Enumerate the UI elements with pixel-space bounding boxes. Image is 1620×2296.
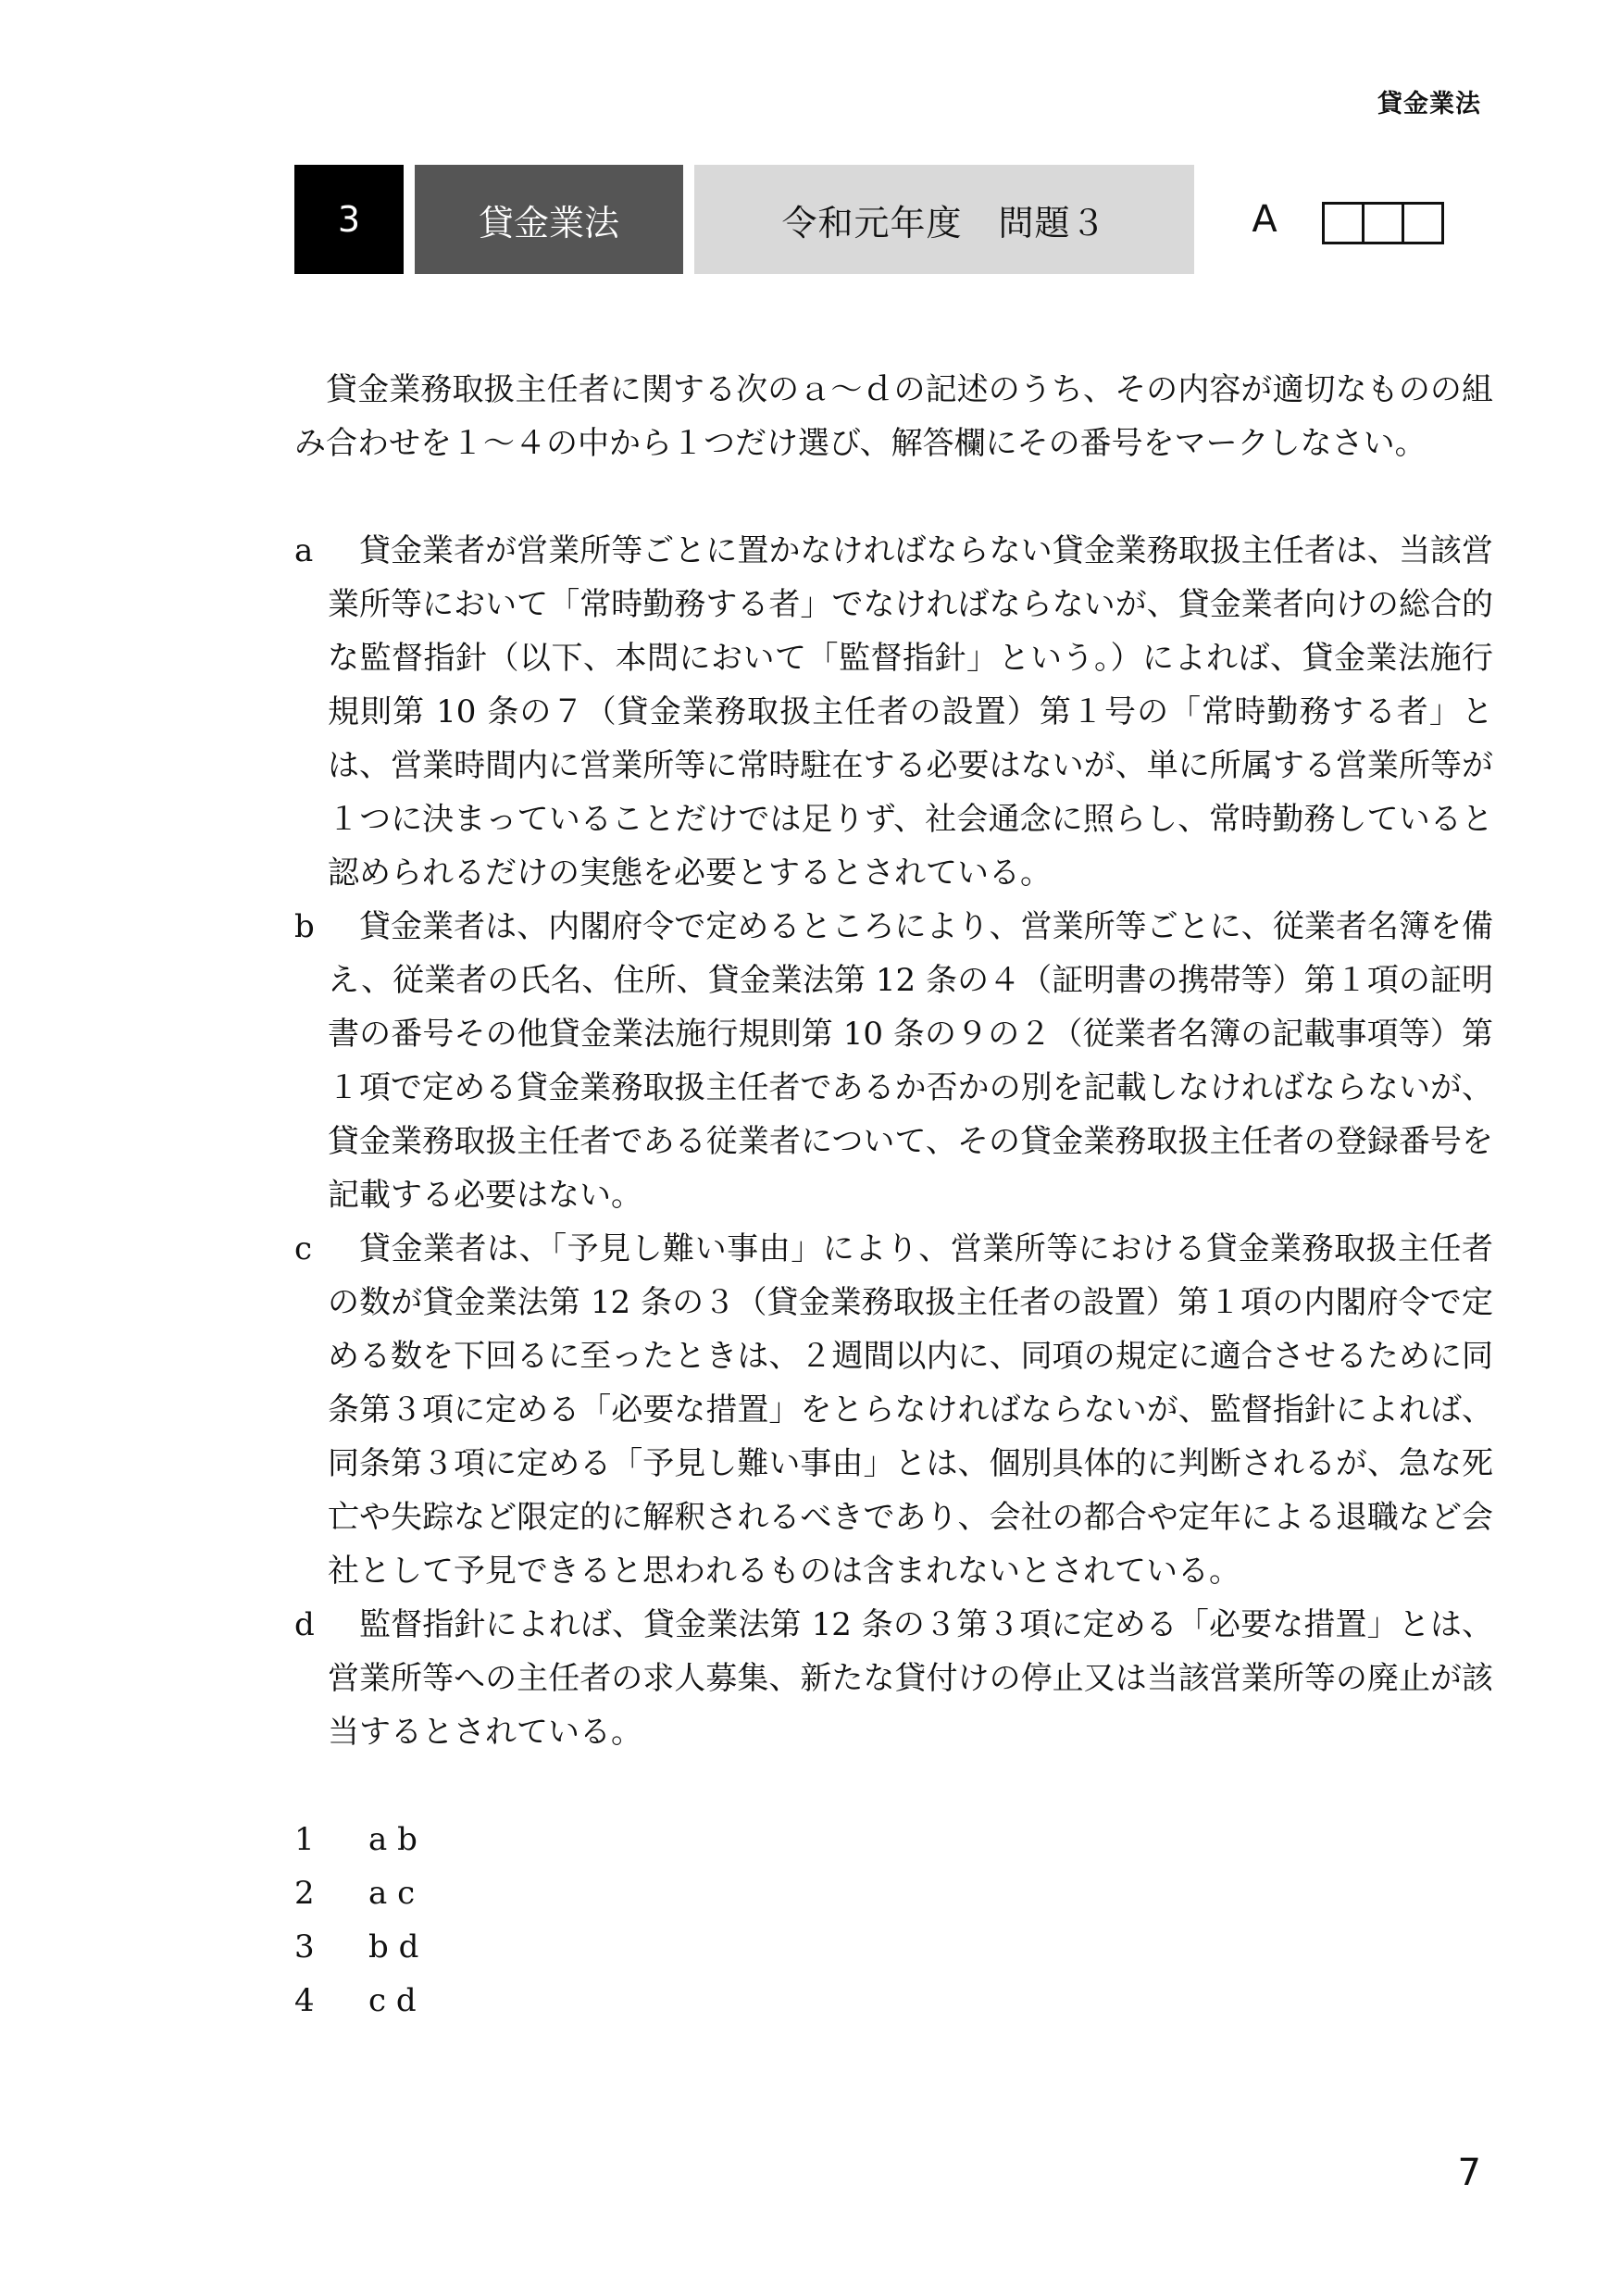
option-label: c — [294, 1230, 313, 1267]
check-boxes — [1322, 202, 1441, 244]
choice-number: 2 — [294, 1875, 315, 1912]
choice-combo: c d — [368, 1982, 417, 2019]
choice-combo: a c — [368, 1875, 416, 1912]
option-text: 貸金業者は、内閣府令で定めるところにより、営業所等ごとに、従業者名簿を備え、従業者の氏名、住所、貸金業法第 12 条の４（証明書の携帯等）第１項の証明書の番号その他貸金業法施行規則第 10 条の９の２（従業者名簿の記載事項等）第１項で定める貸金業務取扱主任者であるか否かの別を記載しなければならないが、貸金業務取扱主任者である従業者について、その貸金業務取扱主任者の登録番号を記載する必要はない。 — [328, 908, 1493, 1214]
check-box-3[interactable] — [1402, 202, 1444, 244]
option-label: d — [294, 1606, 315, 1643]
option-a — [294, 524, 1493, 900]
running-head: 貸金業法 — [1377, 90, 1481, 119]
answer-choices — [294, 1813, 1493, 2028]
choice-4 — [294, 1974, 1493, 2028]
question-number: 3 — [294, 165, 404, 274]
year-problem-label: 令和元年度 問題３ — [694, 165, 1194, 274]
choice-combo: a b — [368, 1821, 417, 1858]
option-b — [294, 900, 1493, 1222]
question-intro: 貸金業務取扱主任者に関する次のａ～ｄの記述のうち、その内容が適切なものの組み合わせを１～４の中から１つだけ選び、解答欄にその番号をマークしなさい。 — [294, 371, 1493, 462]
choice-number: 1 — [294, 1821, 315, 1858]
page-number: 7 — [1457, 2152, 1481, 2194]
question-content — [294, 363, 1493, 2028]
rank-label: A — [1252, 198, 1277, 241]
choice-combo: b d — [368, 1928, 419, 1965]
option-d — [294, 1598, 1493, 1759]
check-box-2[interactable] — [1362, 202, 1404, 244]
option-label: a — [294, 532, 314, 569]
choice-1 — [294, 1813, 1493, 1866]
check-box-1[interactable] — [1322, 202, 1365, 244]
option-text: 監督指針によれば、貸金業法第 12 条の３第３項に定める「必要な措置」とは、営業所等への主任者の求人募集、新たな貸付けの停止又は当該営業所等の廃止が該当するとされている。 — [328, 1606, 1493, 1751]
question-header — [294, 165, 1489, 274]
choice-3 — [294, 1920, 1493, 1974]
option-text: 貸金業者が営業所等ごとに置かなければならない貸金業務取扱主任者は、当該営業所等において「常時勤務する者」でなければならないが、貸金業者向けの総合的な監督指針（以下、本問において「監督指針」という。）によれば、貸金業法施行規則第 10 条の７（貸金業務取扱主任者の設置）第１号の「常時勤務する者」とは、営業時間内に営業所等に常時駐在する必要はないが、単に所属する営業所等が１つに決まっていることだけでは足りず、社会通念に照らし、常時勤務していると認められるだけの実態を必要とするとされている。 — [328, 532, 1493, 892]
choice-number: 4 — [294, 1982, 315, 2019]
option-text: 貸金業者は、「予見し難い事由」により、営業所等における貸金業務取扱主任者の数が貸金業法第 12 条の３（貸金業務取扱主任者の設置）第１項の内閣府令で定める数を下回るに至ったときは、２週間以内に、同項の規定に適合させるために同条第３項に定める「必要な措置」をとらなければならないが、監督指針によれば、同条第３項に定める「予見し難い事由」とは、個別具体的に判断されるが、急な死亡や失踪など限定的に解釈されるべきであり、会社の都合や定年による退職など会社として予見できると思われるものは含まれないとされている。 — [328, 1230, 1493, 1590]
option-label: b — [294, 908, 315, 945]
choice-number: 3 — [294, 1928, 315, 1965]
choice-2 — [294, 1866, 1493, 1920]
option-c — [294, 1222, 1493, 1598]
subject-label: 貸金業法 — [415, 165, 683, 274]
